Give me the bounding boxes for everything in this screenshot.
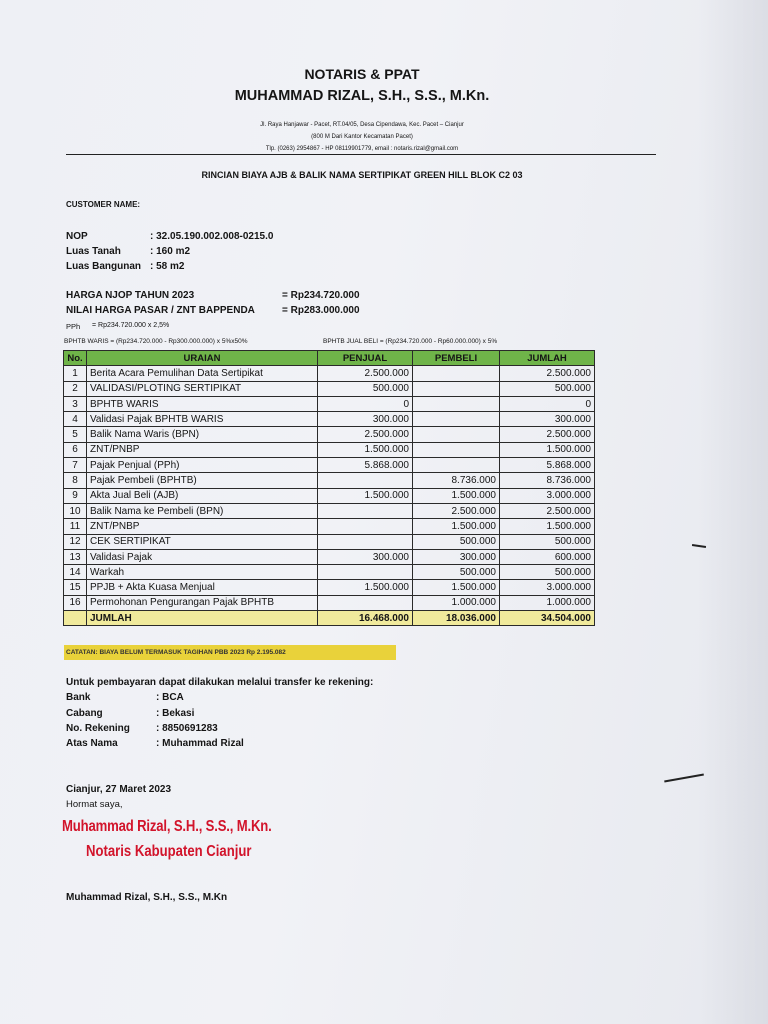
row-description: Warkah <box>87 565 318 580</box>
table-row <box>64 534 595 549</box>
total-amount: 5.868.000 <box>500 458 595 473</box>
column-header: PENJUAL <box>318 351 413 366</box>
seller-amount: 300.000 <box>318 549 413 564</box>
market-price-value: = Rp283.000.000 <box>282 305 360 316</box>
row-number: 2 <box>64 381 87 396</box>
buyer-amount <box>413 412 500 427</box>
buyer-amount: 8.736.000 <box>413 473 500 488</box>
seller-amount: 5.868.000 <box>318 458 413 473</box>
account-holder-value: : Muhammad Rizal <box>156 738 244 749</box>
stamp-title: Notaris Kabupaten Cianjur <box>86 843 252 860</box>
address-line: Jl. Raya Hanjawar - Pacet, RT.04/05, Desa Cipendawa, Kec. Pacet – Cianjur <box>260 122 464 128</box>
row-number: 7 <box>64 458 87 473</box>
total-amount: 3.000.000 <box>500 488 595 503</box>
total-amount: 34.504.000 <box>500 611 595 626</box>
pph-formula: = Rp234.720.000 x 2,5% <box>92 322 170 329</box>
buyer-amount: 500.000 <box>413 534 500 549</box>
total-amount: 0 <box>500 396 595 411</box>
table-row <box>64 595 595 610</box>
buyer-amount: 300.000 <box>413 549 500 564</box>
row-description: BPHTB WARIS <box>87 396 318 411</box>
building-area-value: : 58 m2 <box>150 261 185 272</box>
total-amount: 8.736.000 <box>500 473 595 488</box>
total-amount: 600.000 <box>500 549 595 564</box>
seller-amount: 2.500.000 <box>318 366 413 381</box>
buyer-amount: 1.500.000 <box>413 580 500 595</box>
page-shading <box>698 0 768 1024</box>
document-title: RINCIAN BIAYA AJB & BALIK NAMA SERTIPIKAT GREEN HILL BLOK C2 03 <box>201 170 523 180</box>
seller-amount: 1.500.000 <box>318 488 413 503</box>
table-row <box>64 580 595 595</box>
table-row <box>64 473 595 488</box>
row-description: ZNT/PNBP <box>87 442 318 457</box>
cost-table <box>63 350 595 626</box>
buyer-amount <box>413 442 500 457</box>
row-number: 10 <box>64 503 87 518</box>
buyer-amount <box>413 427 500 442</box>
payment-intro: Untuk pembayaran dapat dilakukan melalui transfer ke rekening: <box>66 677 374 688</box>
note-banner: CATATAN: BIAYA BELUM TERMASUK TAGIHAN PBB 2023 Rp 2.195.082 <box>64 645 396 660</box>
total-amount: 1.500.000 <box>500 442 595 457</box>
table-row <box>64 549 595 564</box>
seller-amount <box>318 595 413 610</box>
total-amount: 2.500.000 <box>500 427 595 442</box>
total-amount: 300.000 <box>500 412 595 427</box>
seller-amount <box>318 519 413 534</box>
land-area-value: : 160 m2 <box>150 246 191 257</box>
bank-label: Bank <box>66 692 91 703</box>
customer-name-label: CUSTOMER NAME: <box>66 200 141 209</box>
row-description: Validasi Pajak <box>87 549 318 564</box>
row-number: 8 <box>64 473 87 488</box>
njop-value: = Rp234.720.000 <box>282 290 360 301</box>
branch-label: Cabang <box>66 708 103 719</box>
land-area-label: Luas Tanah <box>66 246 121 257</box>
buyer-amount <box>413 381 500 396</box>
buyer-amount: 1.000.000 <box>413 595 500 610</box>
building-area-label: Luas Bangunan <box>66 261 142 272</box>
seller-amount: 1.500.000 <box>318 580 413 595</box>
seller-amount <box>318 473 413 488</box>
row-number: 16 <box>64 595 87 610</box>
seller-amount <box>318 503 413 518</box>
seller-amount: 2.500.000 <box>318 427 413 442</box>
table-row <box>64 442 595 457</box>
stamp-name: Muhammad Rizal, S.H., S.S., M.Kn. <box>62 818 272 835</box>
bphtb-jual-formula: BPHTB JUAL BELI = (Rp234.720.000 - Rp60.000.000) x 5% <box>323 338 498 345</box>
account-holder-label: Atas Nama <box>66 738 118 749</box>
seller-amount: 300.000 <box>318 412 413 427</box>
table-row <box>64 565 595 580</box>
buyer-amount <box>413 366 500 381</box>
bphtb-waris-formula: BPHTB WARIS = (Rp234.720.000 - Rp300.000.000) x 5%x50% <box>64 338 248 345</box>
total-amount: 1.500.000 <box>500 519 595 534</box>
total-amount: 500.000 <box>500 534 595 549</box>
total-amount: 1.000.000 <box>500 595 595 610</box>
seller-amount <box>318 565 413 580</box>
buyer-amount <box>413 396 500 411</box>
row-number: 1 <box>64 366 87 381</box>
row-number: 6 <box>64 442 87 457</box>
nop-value: : 32.05.190.002.008-0215.0 <box>150 231 274 242</box>
total-amount: 2.500.000 <box>500 503 595 518</box>
total-amount: 3.000.000 <box>500 580 595 595</box>
row-description: VALIDASI/PLOTING SERTIPIKAT <box>87 381 318 396</box>
seller-amount: 16.468.000 <box>318 611 413 626</box>
row-number <box>64 611 87 626</box>
column-header: JUMLAH <box>500 351 595 366</box>
row-description: JUMLAH <box>87 611 318 626</box>
row-number: 9 <box>64 488 87 503</box>
contact-line: Tlp. (0263) 2954867 - HP 08119901779, email : notaris.rizal@gmail.com <box>265 146 459 152</box>
notary-name: MUHAMMAD RIZAL, S.H., S.S., M.Kn. <box>234 88 490 104</box>
table-header-row <box>64 351 595 366</box>
row-description: Permohonan Pengurangan Pajak BPHTB <box>87 595 318 610</box>
buyer-amount: 18.036.000 <box>413 611 500 626</box>
row-description: Akta Jual Beli (AJB) <box>87 488 318 503</box>
column-header: PEMBELI <box>413 351 500 366</box>
account-number-value: : 8850691283 <box>156 723 218 734</box>
pph-label: PPh <box>66 322 81 331</box>
office-title: NOTARIS & PPAT <box>304 66 420 82</box>
njop-label: HARGA NJOP TAHUN 2023 <box>66 290 195 301</box>
seller-amount: 0 <box>318 396 413 411</box>
signatory-name: Muhammad Rizal, S.H., S.S., M.Kn <box>66 892 228 903</box>
buyer-amount: 1.500.000 <box>413 519 500 534</box>
total-amount: 500.000 <box>500 381 595 396</box>
row-number: 15 <box>64 580 87 595</box>
account-number-label: No. Rekening <box>66 723 130 734</box>
row-number: 13 <box>64 549 87 564</box>
branch-value: : Bekasi <box>156 708 195 719</box>
buyer-amount: 2.500.000 <box>413 503 500 518</box>
seller-amount: 1.500.000 <box>318 442 413 457</box>
row-description: Validasi Pajak BPHTB WARIS <box>87 412 318 427</box>
row-number: 11 <box>64 519 87 534</box>
regards: Hormat saya, <box>66 799 123 810</box>
row-number: 4 <box>64 412 87 427</box>
seller-amount: 500.000 <box>318 381 413 396</box>
table-row <box>64 458 595 473</box>
row-number: 14 <box>64 565 87 580</box>
address-landmark: (800 M Dari Kantor Kecamatan Pacet) <box>311 134 413 140</box>
bank-value: : BCA <box>156 692 184 703</box>
row-description: Pajak Pembeli (BPHTB) <box>87 473 318 488</box>
table-row <box>64 503 595 518</box>
place-date: Cianjur, 27 Maret 2023 <box>66 784 172 795</box>
buyer-amount: 1.500.000 <box>413 488 500 503</box>
total-row <box>64 611 595 626</box>
seller-amount <box>318 534 413 549</box>
column-header: No. <box>64 351 87 366</box>
row-description: ZNT/PNBP <box>87 519 318 534</box>
row-description: Balik Nama Waris (BPN) <box>87 427 318 442</box>
header-divider <box>66 154 656 155</box>
nop-label: NOP <box>66 231 88 242</box>
table-row <box>64 412 595 427</box>
row-description: CEK SERTIPIKAT <box>87 534 318 549</box>
total-amount: 500.000 <box>500 565 595 580</box>
table-row <box>64 427 595 442</box>
row-number: 12 <box>64 534 87 549</box>
table-row <box>64 488 595 503</box>
table-row <box>64 366 595 381</box>
market-price-label: NILAI HARGA PASAR / ZNT BAPPENDA <box>66 305 255 316</box>
row-description: Berita Acara Pemulihan Data Sertipikat <box>87 366 318 381</box>
table-row <box>64 519 595 534</box>
row-number: 3 <box>64 396 87 411</box>
total-amount: 2.500.000 <box>500 366 595 381</box>
row-description: PPJB + Akta Kuasa Menjual <box>87 580 318 595</box>
buyer-amount: 500.000 <box>413 565 500 580</box>
row-number: 5 <box>64 427 87 442</box>
column-header: URAIAN <box>87 351 318 366</box>
buyer-amount <box>413 458 500 473</box>
table-row <box>64 381 595 396</box>
table-row <box>64 396 595 411</box>
row-description: Balik Nama ke Pembeli (BPN) <box>87 503 318 518</box>
row-description: Pajak Penjual (PPh) <box>87 458 318 473</box>
